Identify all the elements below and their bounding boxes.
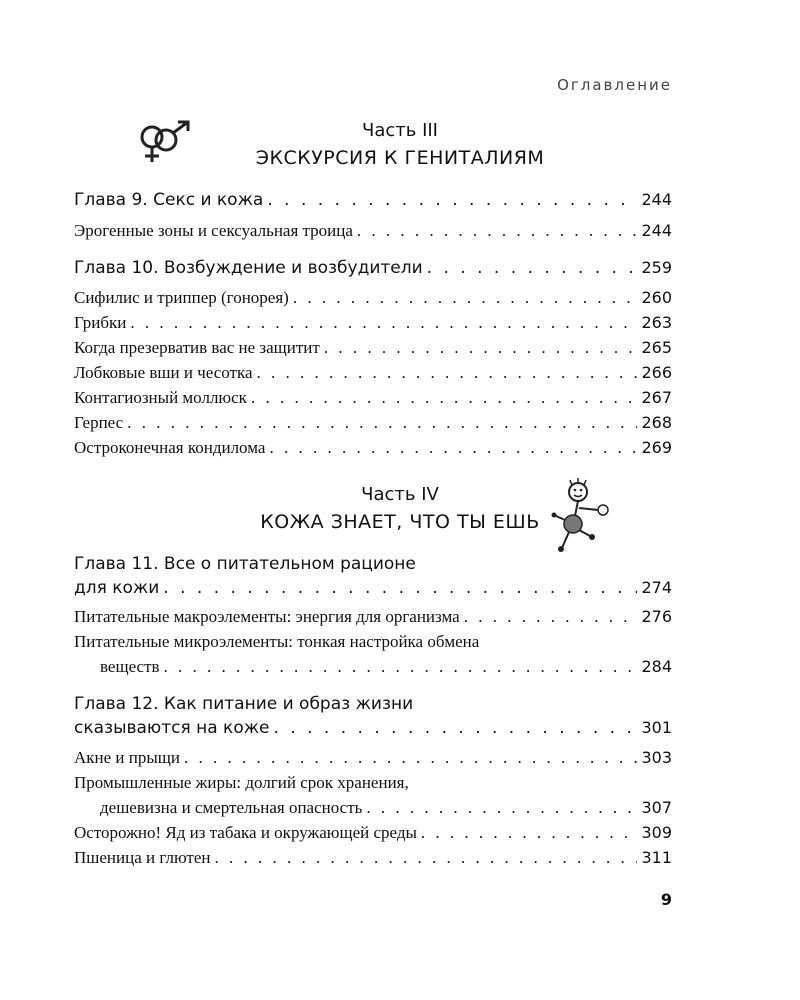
toc-section[interactable] (74, 388, 672, 410)
toc-entry-title: Глава 10. Возбуждение и возбудители (74, 258, 423, 278)
toc-entry-page: 307 (641, 798, 672, 817)
leader-dots (163, 578, 637, 598)
leader-dots (267, 190, 637, 210)
leader-dots (130, 313, 637, 333)
toc-entry-page: 274 (641, 578, 672, 597)
toc-entry-page: 265 (641, 338, 672, 357)
leader-dots (184, 748, 637, 768)
leader-dots (257, 363, 638, 383)
toc-entry-page: 303 (641, 748, 672, 767)
stick-figure-icon (548, 476, 618, 556)
leader-dots (251, 388, 638, 408)
toc-section[interactable] (74, 748, 672, 770)
leader-dots (164, 657, 638, 677)
leader-dots (366, 798, 637, 818)
toc-section-line1[interactable]: Промышленные жиры: долгий срок хранения, (74, 773, 409, 792)
toc-entry-title: Акне и прыщи (74, 748, 180, 767)
toc-entry-page: 244 (641, 190, 672, 209)
toc-section[interactable] (74, 438, 672, 460)
leader-dots (274, 718, 638, 738)
toc-section[interactable] (74, 607, 672, 629)
toc-chapter-10[interactable] (74, 258, 672, 280)
toc-entry-title: веществ (100, 657, 160, 676)
toc-entry-title: Контагиозный моллюск (74, 388, 247, 407)
toc-entry-title: Лобковые вши и чесотка (74, 363, 253, 382)
toc-entry-page: 276 (641, 607, 672, 626)
toc-entry-page: 269 (641, 438, 672, 457)
toc-entry-page: 268 (641, 413, 672, 432)
toc-section[interactable] (74, 288, 672, 310)
toc-entry-title: для кожи (74, 578, 160, 598)
toc-section[interactable] (100, 798, 672, 820)
toc-entry-title: Грибки (74, 313, 127, 332)
toc-section[interactable] (74, 313, 672, 335)
toc-section[interactable] (74, 823, 672, 845)
part-3-number: Часть III (361, 120, 438, 141)
toc-entry-title: Остроконечная кондилома (74, 438, 266, 457)
toc-entry-title: Когда презерватив вас не защитит (74, 338, 320, 357)
toc-entry-title: Сифилис и триппер (гонорея) (74, 288, 289, 307)
toc-section[interactable] (74, 338, 672, 360)
toc-chapter-11-line1[interactable]: Глава 11. Все о питательном рационе (74, 554, 416, 574)
leader-dots (215, 848, 638, 868)
toc-entry-title: Эрогенные зоны и сексуальная троица (74, 221, 353, 240)
toc-entry-page: 260 (641, 288, 672, 307)
leader-dots (324, 338, 638, 358)
part-4-number: Часть IV (361, 484, 439, 505)
toc-entry-title: Герпес (74, 413, 124, 432)
toc-chapter-9[interactable] (74, 190, 672, 212)
toc-entry-title: дешевизна и смертельная опасность (100, 798, 363, 817)
toc-entry-page: 284 (641, 657, 672, 676)
part-3-title: ЭКСКУРСИЯ К ГЕНИТАЛИЯМ (255, 147, 545, 169)
toc-section[interactable] (100, 657, 672, 679)
toc-chapter-12[interactable] (74, 718, 672, 740)
leader-dots (427, 258, 638, 278)
part-3-heading (0, 120, 800, 169)
toc-section[interactable] (74, 363, 672, 385)
toc-entry-title: Питательные макроэлементы: энергия для организма (74, 607, 460, 626)
toc-entry-page: 267 (641, 388, 672, 407)
running-header: Оглавление (557, 76, 672, 94)
page-number: 9 (660, 890, 672, 909)
leader-dots (269, 438, 637, 458)
leader-dots (464, 607, 638, 627)
toc-entry-page: 301 (641, 718, 672, 737)
leader-dots (127, 413, 637, 433)
toc-entry-page: 263 (641, 313, 672, 332)
toc-entry-page: 259 (641, 258, 672, 277)
leader-dots (293, 288, 638, 308)
toc-chapter-11[interactable] (74, 578, 672, 600)
toc-chapter-12-line1[interactable]: Глава 12. Как питание и образ жизни (74, 694, 414, 714)
leader-dots (357, 221, 638, 241)
toc-entry-title: Осторожно! Яд из табака и окружающей среды (74, 823, 417, 842)
toc-entry-page: 311 (641, 848, 672, 867)
toc-entry-title: Пшеница и глютен (74, 848, 211, 867)
toc-entry-page: 266 (641, 363, 672, 382)
toc-entry-title: сказываются на коже (74, 718, 270, 738)
toc-entry-page: 309 (641, 823, 672, 842)
toc-section-line1[interactable]: Питательные микроэлементы: тонкая настройка обмена (74, 632, 480, 651)
toc-section[interactable] (74, 221, 672, 243)
leader-dots (421, 823, 638, 843)
toc-entry-title: Глава 9. Секс и кожа (74, 190, 264, 210)
toc-entry-page: 244 (641, 221, 672, 240)
part-4-heading (0, 484, 800, 533)
part-4-title: КОЖА ЗНАЕТ, ЧТО ТЫ ЕШЬ (260, 511, 540, 533)
toc-section[interactable] (74, 848, 672, 870)
toc-section[interactable] (74, 413, 672, 435)
